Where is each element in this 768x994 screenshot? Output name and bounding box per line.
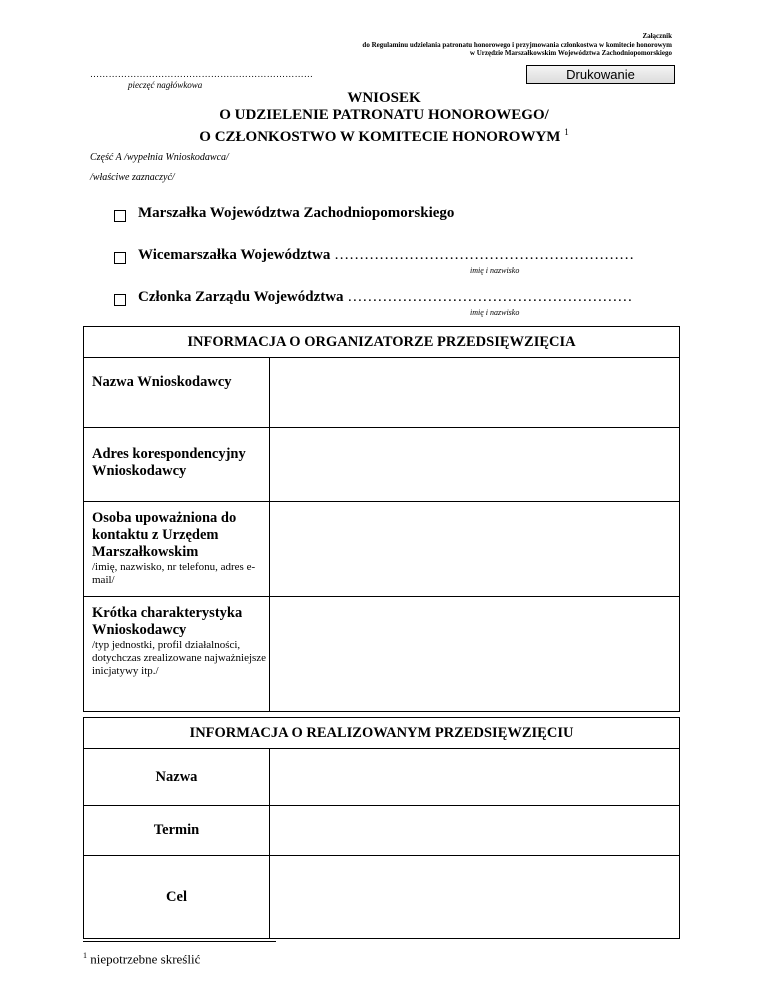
applicant-name-label: Nazwa Wnioskodawcy: [92, 374, 232, 390]
title-line-3: O CZŁONKOSTWO W KOMITECIE HONOROWYM: [199, 129, 561, 145]
table-row: [84, 597, 680, 712]
title-line-3-wrap: [0, 124, 768, 146]
event-name-label: Nazwa: [84, 749, 270, 806]
option-board-member-sub: imię i nazwisko: [470, 308, 520, 317]
title-line-2: O UDZIELENIE PATRONATU HONOROWEGO/: [219, 107, 549, 123]
table-row: [84, 502, 680, 597]
applicant-address-label: Adres korespondencyjny Wnioskodawcy: [92, 446, 246, 479]
header-line-1: Załącznik: [642, 32, 672, 40]
applicant-description-hint: /typ jednostki, profil działalności, dotychczas zrealizowane najważniejsze inicjatywy itp./: [92, 639, 267, 677]
attachment-header: [362, 32, 672, 58]
mark-note: /właściwe zaznaczyć/: [90, 172, 175, 183]
option-board-member: [138, 289, 632, 306]
applicant-description-field[interactable]: [270, 597, 680, 712]
applicant-description-label: Krótka charakterystyka Wnioskodawcy: [92, 605, 243, 638]
organizer-heading-row: [84, 327, 680, 358]
header-line-3: w Urzędzie Marszałkowskim Województwa Zachodniopomorskiego: [469, 49, 672, 57]
event-table: [83, 717, 680, 939]
contact-person-hint: /imię, nazwisko, nr telefonu, adres e-mail/: [92, 561, 256, 586]
footnote-divider: [83, 941, 276, 942]
event-name-field[interactable]: [270, 749, 680, 806]
stamp-dotted-line: ………………………………………………………………: [90, 69, 314, 79]
footnote: [83, 951, 200, 967]
form-title: [0, 90, 768, 146]
option-vice-marshal-dots[interactable]: ……………………………………………………: [334, 247, 635, 263]
table-row: [84, 806, 680, 856]
table-row: [84, 856, 680, 939]
organizer-table: [83, 326, 680, 712]
option-board-member-label: Członka Zarządu Województwa: [138, 289, 344, 305]
table-row: [84, 749, 680, 806]
checkbox-board-member[interactable]: [114, 294, 126, 306]
option-vice-marshal: [138, 247, 634, 264]
event-date-label: Termin: [84, 806, 270, 856]
label-cell: [84, 358, 270, 428]
contact-person-field[interactable]: [270, 502, 680, 597]
footnote-text: niepotrzebne skreślić: [90, 951, 201, 967]
event-goal-field[interactable]: [270, 856, 680, 939]
table-row: [84, 358, 680, 428]
applicant-address-field[interactable]: [270, 428, 680, 502]
footnote-ref: 1: [83, 951, 87, 960]
option-marshal-label: Marszałka Województwa Zachodniopomorskiego: [138, 205, 455, 221]
label-cell: [84, 502, 270, 597]
checkbox-marshal[interactable]: [114, 210, 126, 222]
event-heading: INFORMACJA O REALIZOWANYM PRZEDSIĘWZIĘCIU: [84, 718, 680, 749]
checkbox-vice-marshal[interactable]: [114, 252, 126, 264]
event-goal-label: Cel: [84, 856, 270, 939]
option-marshal: [138, 205, 454, 222]
label-cell: [84, 597, 270, 712]
event-heading-row: [84, 718, 680, 749]
header-line-2: do Regulaminu udzielania patronatu honorowego i przyjmowania członkostwa w komitecie honorowym: [362, 40, 672, 49]
applicant-name-field[interactable]: [270, 358, 680, 428]
option-board-member-dots[interactable]: …………………………………………………: [347, 289, 633, 305]
organizer-heading: INFORMACJA O ORGANIZATORZE PRZEDSIĘWZIĘCIA: [84, 327, 680, 358]
contact-person-label: Osoba upoważniona do kontaktu z Urzędem Marszałkowskim: [92, 510, 237, 560]
part-note: Część A /wypełnia Wnioskodawca/: [90, 152, 229, 163]
table-row: [84, 428, 680, 502]
title-footnote-ref: 1: [564, 127, 569, 137]
option-vice-marshal-sub: imię i nazwisko: [470, 266, 520, 275]
stamp-label: pieczęć nagłówkowa: [128, 80, 203, 90]
event-date-field[interactable]: [270, 806, 680, 856]
print-button[interactable]: Drukowanie: [526, 65, 675, 84]
option-vice-marshal-label: Wicemarszałka Województwa: [138, 247, 331, 263]
title-line-1: WNIOSEK: [347, 90, 421, 106]
label-cell: [84, 428, 270, 502]
